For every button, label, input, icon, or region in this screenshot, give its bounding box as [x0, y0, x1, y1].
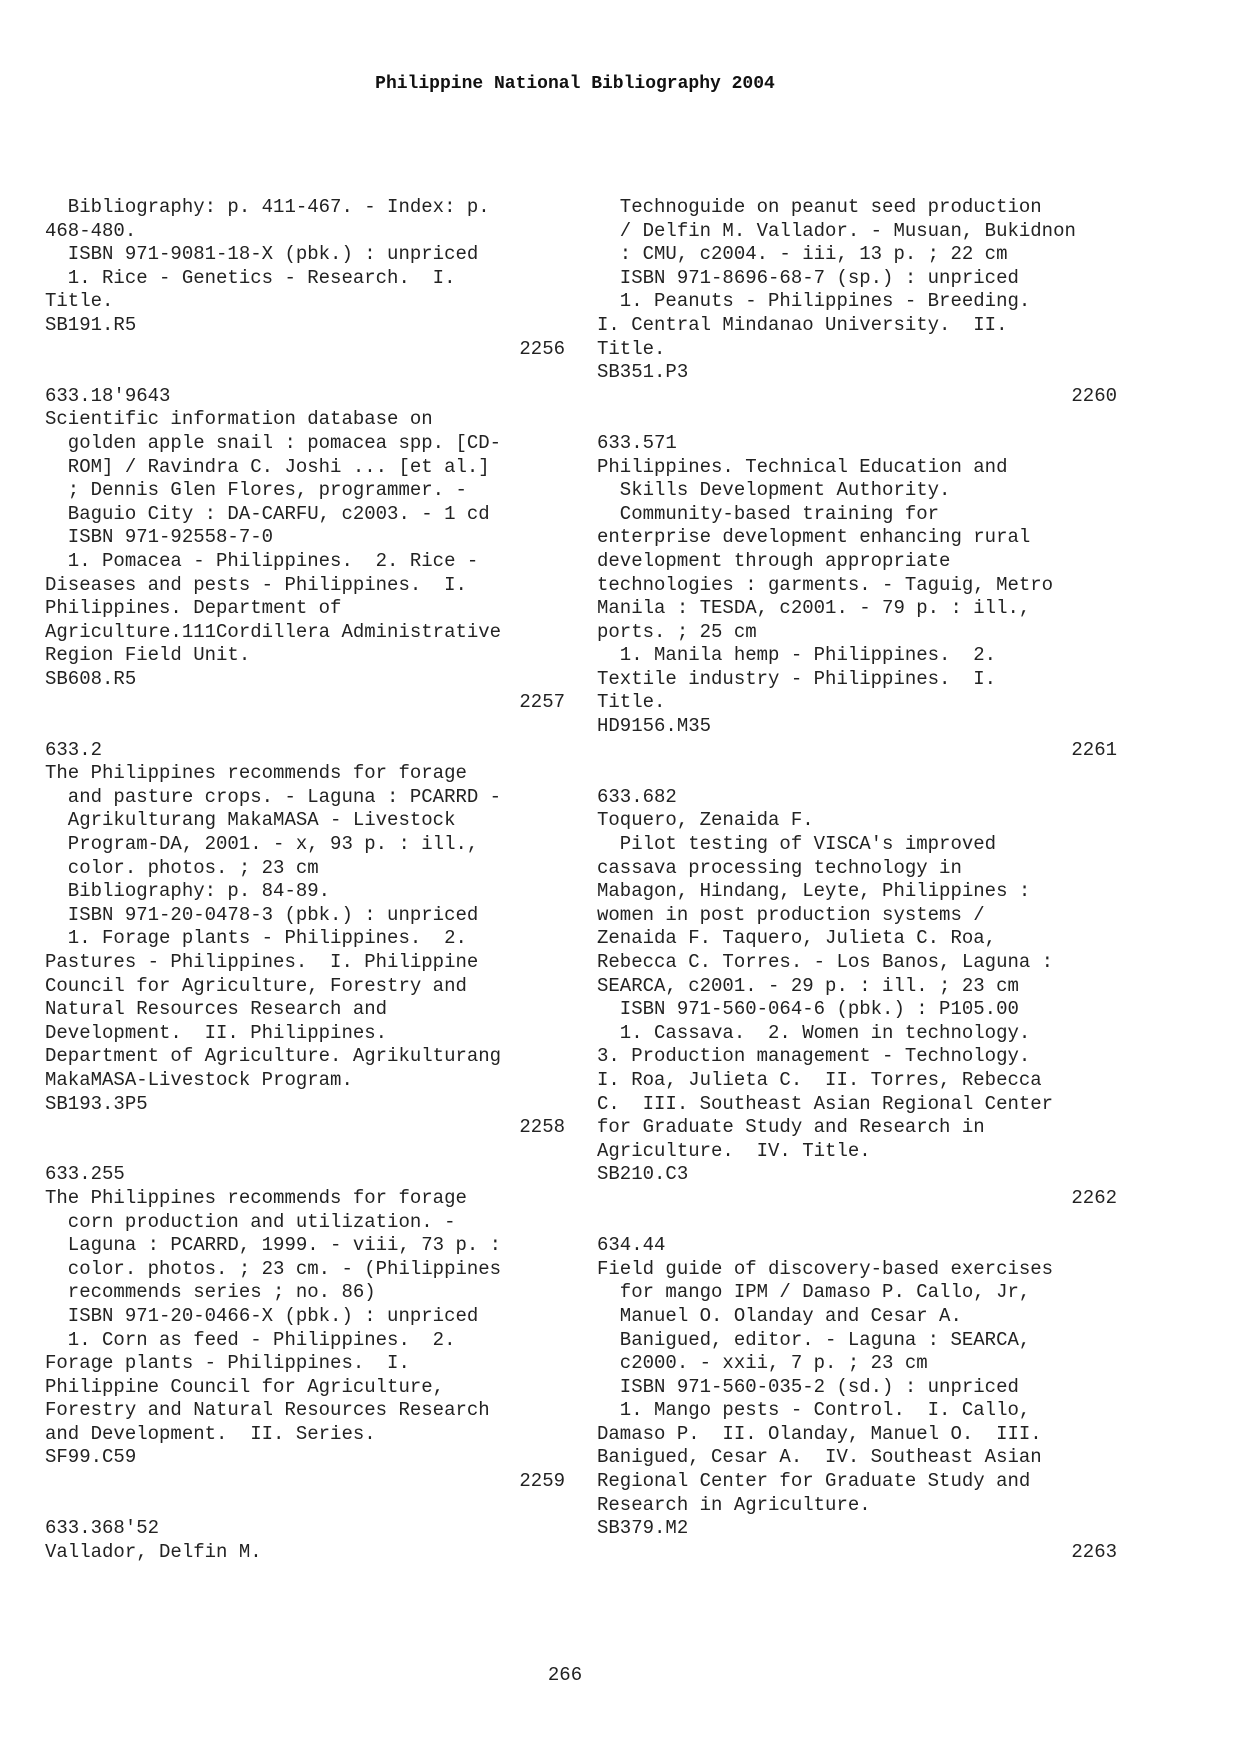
entry-line: 1. Cassava. 2. Women in technology. [597, 1021, 1031, 1044]
entry-line: Banigued, Cesar A. IV. Southeast Asian [597, 1446, 1042, 1469]
entry-line: SB191.R5 [45, 313, 137, 336]
entry-line [597, 408, 1117, 432]
entry-line: Department of Agriculture. Agrikulturang [45, 1045, 502, 1068]
entry-line: and pasture crops. - Laguna : PCARRD - [45, 785, 502, 808]
entry-line: 633.682 [597, 785, 677, 808]
entry-line: SEARCA, c2001. - 29 p. : ill. ; 23 cm [597, 974, 1019, 997]
entry-line: Region Field Unit. [45, 644, 251, 667]
entry-line: 633.571 [597, 431, 677, 454]
entry-line [45, 1140, 565, 1164]
entry-line: Baguio City : DA-CARFU, c2003. - 1 cd [45, 502, 490, 525]
entry-line: Scientific information database on [45, 408, 433, 431]
entry-line: I. Central Mindanao University. II. [597, 313, 1008, 336]
entry-line: Skills Development Authority. [597, 479, 951, 502]
entry-line: The Philippines recommends for forage [45, 1186, 467, 1209]
entry-line: Title. [45, 290, 114, 313]
entry-line: Philippine Council for Agriculture, [45, 1375, 445, 1398]
entry-line: Philippines. Technical Education and [597, 455, 1008, 478]
entry-line: Mabagon, Hindang, Leyte, Philippines : [597, 880, 1031, 903]
bibliography-column-right [597, 196, 1117, 1564]
entry-line: C. III. Southeast Asian Regional Center [597, 1092, 1054, 1115]
entry-number: 2257 [519, 691, 565, 714]
entry-line: Pastures - Philippines. I. Philippine [45, 951, 479, 973]
entry-line: ISBN 971-8696-68-7 (sp.) : unpriced [597, 266, 1019, 289]
entry-line: enterprise development enhancing rural [597, 526, 1031, 549]
entry-line: 1. Peanuts - Philippines - Breeding. [597, 290, 1031, 313]
entry-line: recommends series ; no. 86) [45, 1281, 376, 1304]
entry-line: Regional Center for Graduate Study and [597, 1470, 1031, 1493]
entry-line: Laguna : PCARRD, 1999. - viii, 73 p. : [45, 1234, 502, 1257]
entry-line: color. photos. ; 23 cm [45, 856, 319, 879]
entry-line: Diseases and pests - Philippines. I. [45, 573, 467, 596]
entry-line: women in post production systems / [597, 903, 985, 926]
entry-line: Agrikulturang MakaMASA - Livestock [45, 809, 456, 832]
entry-number: 2259 [519, 1470, 565, 1493]
entry-line: / Delfin M. Vallador. - Musuan, Bukidnon [597, 219, 1076, 242]
entry-line: Program-DA, 2001. - x, 93 p. : ill., [45, 833, 479, 856]
entry-number: 2260 [1071, 384, 1117, 407]
entry-line: Rebecca C. Torres. - Los Banos, Laguna : [597, 951, 1054, 973]
entry-line: Title. [597, 691, 666, 714]
entry-line: ISBN 971-560-064-6 (pbk.) : P105.00 [597, 998, 1019, 1021]
entry-line: SB351.P3 [597, 361, 689, 384]
entry-line: Council for Agriculture, Forestry and [45, 974, 467, 997]
entry-line: Pilot testing of VISCA's improved [597, 833, 997, 856]
entry-line: ISBN 971-20-0478-3 (pbk.) : unpriced [45, 903, 479, 926]
entry-line: 1. Mango pests - Control. I. Callo, [597, 1399, 1031, 1422]
entry-line: Bibliography: p. 84-89. [45, 880, 331, 903]
entry-line: 1. Pomacea - Philippines. 2. Rice - [45, 549, 479, 572]
entry-line: Development. II. Philippines. [45, 1021, 388, 1044]
entry-line: Zenaida F. Taquero, Julieta C. Roa, [597, 927, 997, 950]
entry-line: 634.44 [597, 1234, 666, 1257]
entry-line: ROM] / Ravindra C. Joshi ... [et al.] [45, 455, 490, 478]
entry-line: Vallador, Delfin M. [45, 1540, 262, 1563]
entry-line: Agriculture. IV. Title. [597, 1139, 871, 1162]
entry-line: ports. ; 25 cm [597, 620, 757, 643]
entry-line: Field guide of discovery-based exercises [597, 1257, 1054, 1280]
entry-line: : CMU, c2004. - iii, 13 p. ; 22 cm [597, 243, 1008, 266]
entry-line: Manila : TESDA, c2001. - 79 p. : ill., [597, 597, 1031, 620]
entry-line [45, 715, 565, 739]
entry-line: HD9156.M35 [597, 715, 712, 738]
entry-line: c2000. - xxii, 7 p. ; 23 cm [597, 1352, 928, 1375]
entry-line: SB608.R5 [45, 667, 137, 690]
entry-line: SB379.M2 [597, 1517, 689, 1540]
page-title: Philippine National Bibliography 2004 [375, 74, 775, 94]
entry-line: for mango IPM / Damaso P. Callo, Jr, [597, 1281, 1031, 1304]
entry-line: Forage plants - Philippines. I. [45, 1352, 410, 1375]
entry-line: Philippines. Department of [45, 597, 342, 620]
entry-line: 633.368'52 [45, 1517, 160, 1540]
entry-line: ; Dennis Glen Flores, programmer. - [45, 479, 467, 502]
entry-number: 2258 [519, 1116, 565, 1139]
entry-line: Bibliography: p. 411-467. - Index: p. [45, 196, 490, 218]
entry-line: Technoguide on peanut seed production [597, 196, 1042, 218]
entry-line: 468-480. [45, 219, 137, 242]
entry-line: 633.2 [45, 738, 103, 761]
entry-line: for Graduate Study and Research in [597, 1116, 985, 1139]
entry-number: 2256 [519, 337, 565, 360]
bibliography-column-left [45, 196, 565, 1564]
entry-line: 3. Production management - Technology. [597, 1045, 1031, 1068]
entry-line: development through appropriate [597, 549, 951, 572]
entry-line: Title. [597, 337, 666, 360]
entry-line: MakaMASA-Livestock Program. [45, 1068, 353, 1091]
entry-line: 1. Forage plants - Philippines. 2. [45, 927, 467, 950]
entry-line: Community-based training for [597, 502, 940, 525]
entry-number: 2261 [1071, 738, 1117, 761]
entry-line: SB210.C3 [597, 1163, 689, 1186]
entry-line: Natural Resources Research and [45, 998, 388, 1021]
entry-number: 2263 [1071, 1540, 1117, 1563]
entry-line: cassava processing technology in [597, 856, 962, 879]
entry-line: Research in Agriculture. [597, 1493, 871, 1516]
entry-line: Banigued, editor. - Laguna : SEARCA, [597, 1328, 1031, 1351]
page-number: 266 [547, 1664, 583, 1686]
entry-line: SF99.C59 [45, 1446, 137, 1469]
entry-line: Forestry and Natural Resources Research [45, 1399, 490, 1422]
entry-line: Manuel O. Olanday and Cesar A. [597, 1304, 962, 1327]
entry-line: 1. Manila hemp - Philippines. 2. [597, 644, 997, 667]
entry-line: ISBN 971-9081-18-X (pbk.) : unpriced [45, 243, 479, 266]
entry-line: and Development. II. Series. [45, 1422, 376, 1445]
entry-line: 633.18'9643 [45, 384, 171, 407]
entry-line: 1. Corn as feed - Philippines. 2. [45, 1328, 456, 1351]
entry-line: 633.255 [45, 1163, 125, 1186]
entry-line: golden apple snail : pomacea spp. [CD- [45, 431, 502, 454]
entry-line: corn production and utilization. - [45, 1210, 456, 1233]
entry-line: SB193.3P5 [45, 1092, 148, 1115]
entry-line: Agriculture.111Cordillera Administrative [45, 620, 502, 643]
entry-line [45, 1494, 565, 1518]
entry-line: technologies : garments. - Taguig, Metro [597, 573, 1054, 596]
entry-line: ISBN 971-92558-7-0 [45, 526, 274, 549]
entry-line: ISBN 971-20-0466-X (pbk.) : unpriced [45, 1304, 479, 1327]
entry-line: Damaso P. II. Olanday, Manuel O. III. [597, 1422, 1042, 1445]
entry-line: ISBN 971-560-035-2 (sd.) : unpriced [597, 1375, 1019, 1398]
entry-line: color. photos. ; 23 cm. - (Philippines [45, 1257, 502, 1280]
entry-line: The Philippines recommends for forage [45, 762, 467, 785]
entry-line [597, 1211, 1117, 1235]
entry-line [45, 361, 565, 385]
entry-line [597, 762, 1117, 786]
entry-line: Toquero, Zenaida F. [597, 809, 814, 832]
entry-line: Textile industry - Philippines. I. [597, 667, 997, 690]
entry-number: 2262 [1071, 1186, 1117, 1209]
entry-line: I. Roa, Julieta C. II. Torres, Rebecca [597, 1068, 1042, 1091]
entry-line: 1. Rice - Genetics - Research. I. [45, 266, 456, 289]
